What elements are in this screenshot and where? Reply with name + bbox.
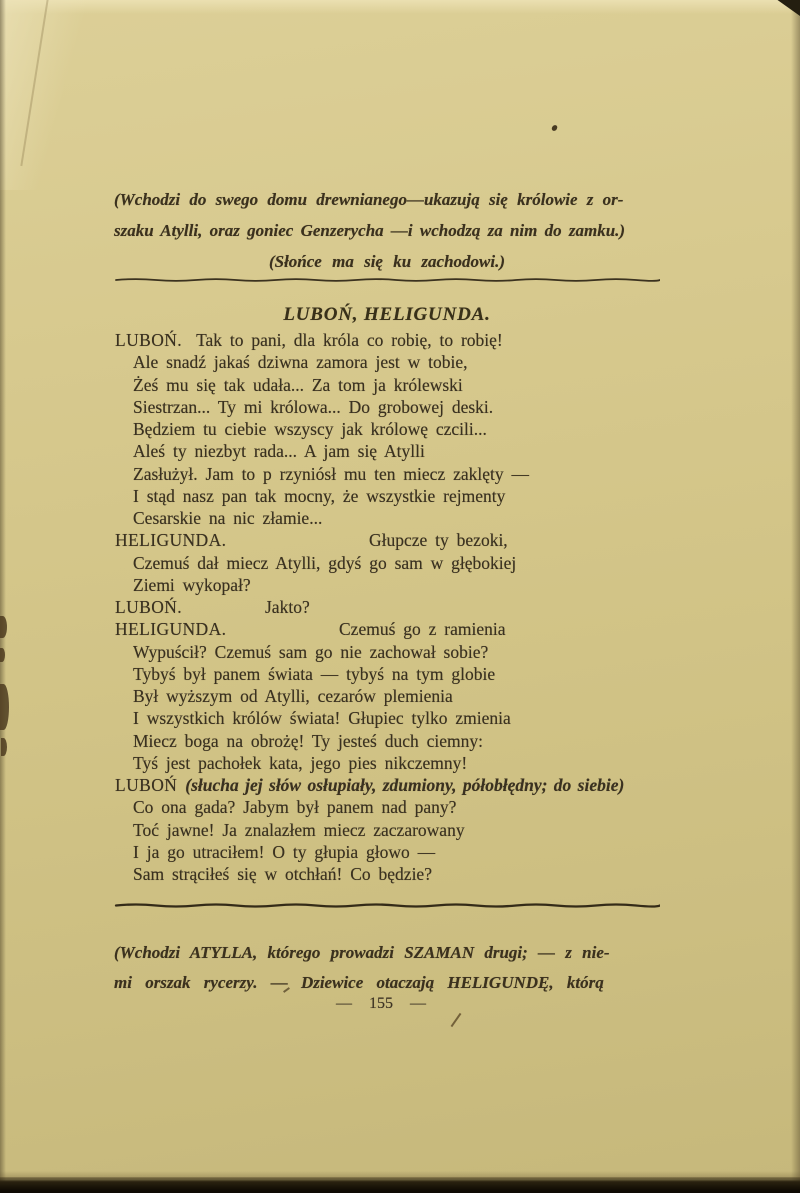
verse-line: [115, 507, 695, 529]
verse-text: I wszystkich królów świata! Głupiec tylko zmienia: [133, 708, 511, 729]
verse-text: Tybyś był panem świata — tybyś na tym globie: [133, 663, 496, 684]
verse-text: Był wyższym od Atylli, cezarów plemienia: [133, 686, 453, 706]
verse-line: [115, 351, 695, 373]
verse-text: Sam strąciłeś się w otchłań! Co będzie?: [133, 864, 432, 884]
verse-line: [115, 552, 695, 574]
verse-text: Ziemi wykopał?: [133, 574, 251, 595]
stage-direction-line: (Wchodzi do swego domu drewnianego—ukazują się królowie z or-: [114, 190, 624, 209]
speaker-line: [115, 596, 695, 618]
verse-text: Aleś ty niezbyt rada... A jam się Atylli: [133, 441, 425, 462]
verse-text: Wypuścił? Czemuś sam go nie zachował sobie?: [133, 641, 489, 662]
page-edge-left-shadow: [0, 0, 6, 1193]
verse-text: Siestrzan... Ty mi królowa... Do grobowej deski.: [133, 396, 494, 417]
verse-line: [115, 707, 695, 729]
verse-text: Czemuś dał miecz Atylli, gdyś go sam w głębokiej: [133, 552, 517, 573]
verse-text: Tyś jest pachołek kata, jego pies nikczemny!: [133, 752, 468, 773]
verse-line: [115, 574, 695, 596]
verse-line: [115, 819, 695, 841]
verse-line: [115, 374, 695, 396]
divider-rule-top: [114, 276, 660, 284]
verse-text: Będziem tu ciebie wszyscy jak królowę czcili...: [133, 419, 487, 439]
stage-direction-bottom: [114, 938, 660, 998]
paper-speck: [551, 124, 558, 131]
page-edge-right-shadow: [791, 0, 800, 1193]
stage-direction-line: szaku Atylli, oraz goniec Genzerycha —i wchodzą za nim do zamku.): [114, 221, 626, 240]
verse-line: [115, 641, 695, 663]
verse-line: [115, 418, 695, 440]
speaker-name: LUBOŃ: [115, 775, 178, 795]
verse-line: [115, 396, 695, 418]
verse-text: Co ona gada? Jabym był panem nad pany?: [133, 797, 457, 818]
verse-line: [115, 752, 695, 774]
pencil-slash-mark: [451, 1013, 462, 1027]
verse-line: [115, 841, 695, 863]
stage-direction-top: [114, 184, 660, 277]
verse-text: I stąd nasz pan tak mocny, że wszystkie rejmenty: [133, 485, 506, 506]
verse-line: [115, 685, 695, 707]
stage-direction-line: (Słońce ma się ku zachodowi.): [268, 252, 506, 271]
verse-line: [115, 463, 695, 485]
verse-text: Czemuś go z ramienia: [339, 619, 506, 640]
verse-line: [115, 663, 695, 685]
verse-text: Ale snadź jakaś dziwna zamora jest w tobie,: [133, 352, 468, 373]
dialogue-block: [115, 329, 695, 885]
stage-direction-line: mi orszak rycerzy. — Dziewice otaczają HELIGUNDĘ, którą: [114, 973, 604, 992]
speaker-name: HELIGUNDA.: [115, 530, 227, 551]
ink-blot: [0, 684, 9, 730]
page-number: — 155 —: [336, 995, 426, 1012]
verse-line: [115, 485, 695, 507]
page-edge-bottom-dark: [0, 1177, 800, 1193]
speaker-name: HELIGUNDA.: [115, 619, 227, 640]
verse-text: Tak to pani, dla króla co robię, to robię!: [196, 330, 503, 350]
speaker-line-with-stage-note: [115, 774, 695, 796]
verse-text: Toć jawne! Ja znalazłem miecz zaczarowany: [133, 819, 465, 840]
verse-text: I ja go utraciłem! O ty głupia głowo —: [133, 841, 436, 862]
page-corner-top-left-highlight: [0, 0, 110, 190]
inline-stage-direction: (słucha jej słów osłupiały, zdumiony, półobłędny; do siebie): [185, 775, 625, 795]
speaker-name: LUBOŃ.: [115, 597, 183, 617]
verse-text: Żeś mu się tak udała... Za tom ja królewski: [133, 374, 463, 395]
ink-blot: [1, 738, 7, 756]
page-edge-top: [0, 0, 800, 14]
verse-line: [115, 863, 695, 885]
verse-text: Cesarskie na nic złamie...: [133, 508, 323, 528]
verse-text: Zasłużył. Jam to p rzyniósł mu ten miecz zaklęty —: [133, 463, 529, 484]
verse-line: [115, 440, 695, 462]
verse-text: Miecz boga na obrożę! Ty jesteś duch ciemny:: [133, 730, 483, 751]
divider-rule-bottom: [114, 901, 660, 910]
speaker-line: [115, 329, 695, 351]
speaker-line: [115, 529, 695, 551]
stage-direction-line: (Wchodzi ATYLLA, którego prowadzi SZAMAN drugi; — z nie-: [114, 943, 610, 962]
speaker-name: LUBOŃ.: [115, 330, 183, 350]
verse-line: [115, 730, 695, 752]
verse-line: [115, 796, 695, 818]
verse-text: Jakto?: [265, 597, 310, 617]
scene-heading: LUBOŃ, HELIGUNDA.: [283, 304, 491, 325]
speaker-line: [115, 618, 695, 640]
verse-text: Głupcze ty bezoki,: [369, 530, 508, 551]
